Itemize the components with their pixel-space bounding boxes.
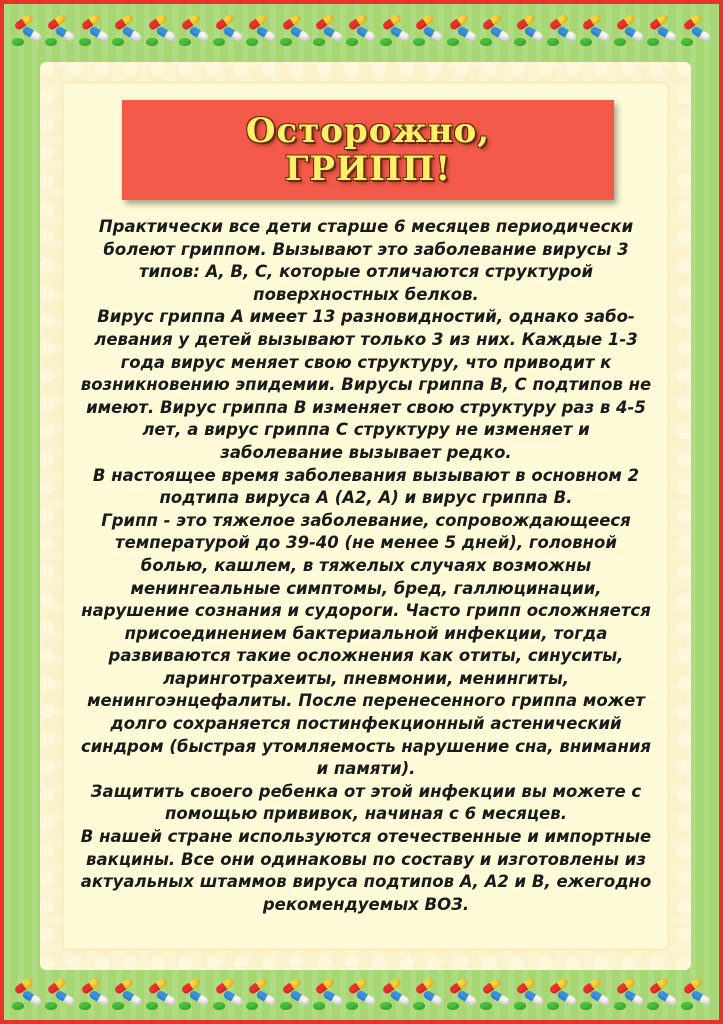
pill-cluster-icon [681, 976, 711, 1012]
pill-cluster-icon [447, 12, 477, 48]
tablet-icon [580, 38, 592, 46]
tablet-icon [146, 38, 158, 46]
pill-capsule-icon [556, 26, 577, 43]
pill-cluster-icon [112, 12, 142, 48]
tablet-icon [447, 38, 459, 46]
tablet-icon [313, 1002, 325, 1010]
tablet-icon [681, 38, 693, 46]
tablet-icon [213, 1002, 225, 1010]
tablet-icon [380, 38, 392, 46]
pill-capsule-icon [523, 990, 544, 1007]
tablet-icon [346, 38, 358, 46]
tablet-icon [380, 1002, 392, 1010]
tablet-icon [547, 38, 559, 46]
tablet-icon [79, 1002, 91, 1010]
title-line-1: Осторожно, [245, 111, 491, 151]
tablet-icon [12, 1002, 24, 1010]
tablet-icon [313, 38, 325, 46]
pill-cluster-icon [514, 976, 544, 1012]
pill-cluster-icon [614, 976, 644, 1012]
pill-cluster-icon [12, 12, 42, 48]
pill-capsule-icon [356, 990, 377, 1007]
pill-capsule-icon [21, 26, 42, 43]
tablet-icon [280, 1002, 292, 1010]
pill-cluster-icon [647, 976, 677, 1012]
pill-capsule-icon [523, 26, 544, 43]
pill-capsule-icon [623, 990, 644, 1007]
pill-capsule-icon [189, 26, 210, 43]
pill-capsule-icon [88, 990, 109, 1007]
pill-cluster-icon [514, 12, 544, 48]
pill-cluster-icon [280, 976, 310, 1012]
pill-capsule-icon [389, 990, 410, 1007]
pill-capsule-icon [456, 26, 477, 43]
paragraph-5: Защитить своего ребенка от этой инфекции вы можете с помощью прививок, начиная с 6 месяцев. [90, 781, 642, 824]
tablet-icon [514, 1002, 526, 1010]
pill-cluster-icon [79, 976, 109, 1012]
tablet-icon [45, 1002, 57, 1010]
pill-cluster-icon [413, 976, 443, 1012]
pill-capsule-icon [623, 26, 644, 43]
pill-capsule-icon [657, 26, 678, 43]
tablet-icon [246, 1002, 258, 1010]
tablet-icon [346, 1002, 358, 1010]
tablet-icon [79, 38, 91, 46]
tablet-icon [179, 38, 191, 46]
article-text [80, 216, 652, 916]
tablet-icon [480, 38, 492, 46]
paragraph-6: В нашей стране используются отечественные и импортные вакцины. Все они одинаковы по составу и изготовлены из актуальных штаммов вируса подтипов А, А2 и В, ежегодно рекомендуемых ВОЗ. [80, 827, 652, 914]
tablet-icon [580, 1002, 592, 1010]
pill-cluster-icon [480, 12, 510, 48]
pill-capsule-icon [88, 26, 109, 43]
pill-cluster-icon [413, 12, 443, 48]
paragraph-2: Вирус гриппа А имеет 13 разновидностий, однако забо-левания у детей вызывают только 3 из них. Каждые 1-3 года вирус меняет свою структуру, что приводит к возникновению эпидемии. Вирусы гриппа В, С подтипов не имеют. Вирус гриппа В изменяет свою структуру раз в 4-5 лет, а вирус гриппа С структуру не изменяет и заболевание вызывает редко. [80, 307, 652, 462]
pill-cluster-icon [313, 976, 343, 1012]
pill-capsule-icon [122, 26, 143, 43]
tablet-icon [246, 38, 258, 46]
pill-cluster-icon [580, 976, 610, 1012]
pill-capsule-icon [222, 990, 243, 1007]
tablet-icon [179, 1002, 191, 1010]
tablet-icon [547, 1002, 559, 1010]
title-line-2: ГРИПП! [284, 149, 452, 189]
pill-cluster-icon [313, 12, 343, 48]
tablet-icon [12, 38, 24, 46]
tablet-icon [45, 38, 57, 46]
tablet-icon [213, 38, 225, 46]
pill-cluster-icon [380, 12, 410, 48]
pill-capsule-icon [255, 26, 276, 43]
tablet-icon [614, 38, 626, 46]
pill-capsule-icon [389, 26, 410, 43]
pill-capsule-icon [423, 26, 444, 43]
tablet-icon [413, 38, 425, 46]
paragraph-3: В настоящее время заболевания вызывают в основном 2 подтипа вируса А (А2, А) и вирус гриппа В. [92, 465, 640, 508]
pill-cluster-icon [614, 12, 644, 48]
pill-cluster-icon [647, 12, 677, 48]
pill-capsule-icon [55, 990, 76, 1007]
tablet-icon [647, 38, 659, 46]
pill-capsule-icon [322, 990, 343, 1007]
pill-cluster-icon [346, 976, 376, 1012]
pill-cluster-icon [213, 12, 243, 48]
pill-cluster-icon [447, 976, 477, 1012]
top-pill-border [12, 10, 711, 50]
tablet-icon [146, 1002, 158, 1010]
pill-capsule-icon [657, 990, 678, 1007]
tablet-icon [480, 1002, 492, 1010]
pill-capsule-icon [222, 26, 243, 43]
pill-capsule-icon [456, 990, 477, 1007]
pill-capsule-icon [155, 26, 176, 43]
pill-capsule-icon [322, 26, 343, 43]
paragraph-1: Практически все дети старше 6 месяцев периодически болеют гриппом. Вызывают это заболевание вирусы 3 типов: А, В, С, которые отличаются структурой поверхностных белков. [98, 217, 634, 304]
title-banner [122, 100, 614, 200]
pill-cluster-icon [547, 976, 577, 1012]
pill-capsule-icon [690, 26, 711, 43]
pill-capsule-icon [590, 990, 611, 1007]
pill-cluster-icon [346, 12, 376, 48]
pill-capsule-icon [55, 26, 76, 43]
pill-capsule-icon [356, 26, 377, 43]
pill-cluster-icon [681, 12, 711, 48]
bottom-pill-border [12, 974, 711, 1014]
pill-cluster-icon [79, 12, 109, 48]
pill-capsule-icon [255, 990, 276, 1007]
tablet-icon [413, 1002, 425, 1010]
pill-capsule-icon [690, 990, 711, 1007]
pill-capsule-icon [189, 990, 210, 1007]
pill-cluster-icon [45, 976, 75, 1012]
pill-cluster-icon [179, 976, 209, 1012]
tablet-icon [514, 38, 526, 46]
pill-cluster-icon [12, 976, 42, 1012]
pill-capsule-icon [21, 990, 42, 1007]
pill-capsule-icon [289, 990, 310, 1007]
pill-capsule-icon [489, 26, 510, 43]
pill-capsule-icon [423, 990, 444, 1007]
tablet-icon [647, 1002, 659, 1010]
pill-cluster-icon [547, 12, 577, 48]
pill-cluster-icon [179, 12, 209, 48]
tablet-icon [614, 1002, 626, 1010]
tablet-icon [447, 1002, 459, 1010]
pill-capsule-icon [155, 990, 176, 1007]
tablet-icon [280, 38, 292, 46]
pill-capsule-icon [122, 990, 143, 1007]
pill-cluster-icon [280, 12, 310, 48]
tablet-icon [112, 38, 124, 46]
pill-capsule-icon [289, 26, 310, 43]
pill-cluster-icon [112, 976, 142, 1012]
pill-cluster-icon [146, 976, 176, 1012]
paragraph-4: Грипп - это тяжелое заболевание, сопровождающееся температурой до 39-40 (не менее 5 дней), головной болью, кашлем, в тяжелых случаях возможны менингеальные симптомы, бред, галлюцинации, нарушение сознания и судороги. Часто грипп осложняется присоединением бактериальной инфекции, тогда развиваются такие осложнения как отиты, синуситы, ларинготрахеиты, пневмонии, менингиты, менингоэнцефалиты. После перенесенного гриппа может долго сохраняется постинфекционный астенический синдром (быстрая утомляемость нарушение сна, внимания и памяти). [80, 510, 652, 779]
pill-cluster-icon [246, 976, 276, 1012]
tablet-icon [112, 1002, 124, 1010]
pill-cluster-icon [213, 976, 243, 1012]
pill-cluster-icon [380, 976, 410, 1012]
pill-cluster-icon [580, 12, 610, 48]
pill-cluster-icon [480, 976, 510, 1012]
pill-cluster-icon [246, 12, 276, 48]
pill-capsule-icon [590, 26, 611, 43]
tablet-icon [681, 1002, 693, 1010]
pill-capsule-icon [556, 990, 577, 1007]
pill-cluster-icon [45, 12, 75, 48]
pill-capsule-icon [489, 990, 510, 1007]
pill-cluster-icon [146, 12, 176, 48]
